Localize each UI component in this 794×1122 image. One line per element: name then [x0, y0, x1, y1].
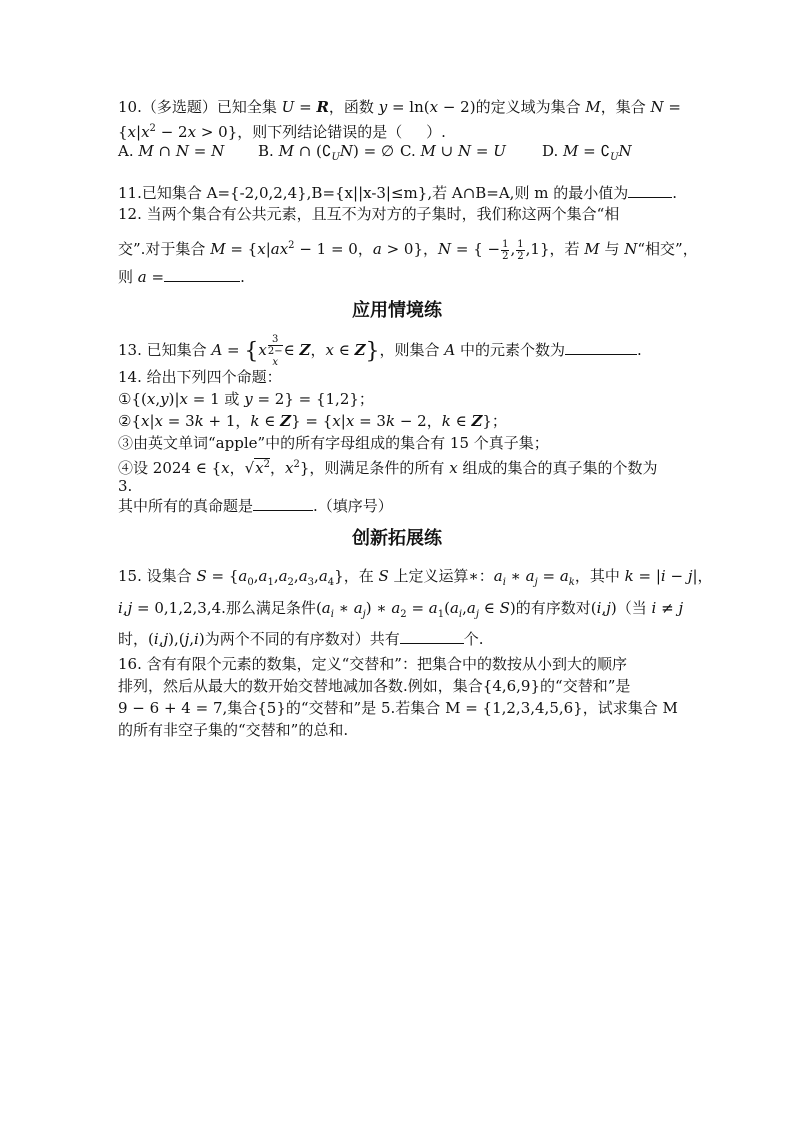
q14-prop4: ④设 2024 ∈ {x，$√x^2$，$x^2$}，则满足条件的所有 x 组成的集合的真子集的个数为 — [118, 459, 658, 477]
q10-options — [118, 140, 678, 169]
q14-prop3: ③由英文单词“apple”中的所有字母组成的集合有 15 个真子集； — [118, 434, 549, 452]
q10-option-c: C. M ∪ N = U — [400, 142, 506, 160]
q14-head: 14. 给出下列四个命题： — [118, 368, 282, 386]
q16-line1: 16. 含有有限个元素的数集，定义“交替和”：把集合中的数按从小到大的顺序 — [118, 655, 627, 673]
q10-option-b: B. M ∩ $(∁_UN)$ = ∅ — [258, 142, 395, 163]
q11-line: 11.已知集合 A={-2,0,2,4},B={x||x-3|≤m},若 A∩B=A,则 m 的最小值为 . — [118, 184, 677, 202]
section-heading-innovation: 创新拓展练 — [352, 528, 442, 548]
q16-line2: 排列，然后从最大的数开始交替地减加各数.例如，集合{4,6,9}的“交替和”是 — [118, 677, 631, 695]
q10-option-d: D. $M = ∁_UN$ — [542, 142, 632, 163]
q14-tail: 其中所有的真命题是 .（填序号） — [118, 497, 393, 515]
q10-line1: 10.（多选题）已知全集 U = R，函数 y = ln(x − 2)的定义域为集合 M，集合 N = — [118, 98, 681, 116]
q10-option-a: A. M ∩ N = N — [118, 142, 225, 160]
q15-line3: 时，(i,j),(j,i)为两个不同的有序数对）共有 个. — [118, 630, 484, 648]
q10-line2: $\{x|x^2 - 2x > 0\}$，则下列结论错误的是（ ）. — [118, 123, 446, 141]
q14-prop4-cont: 3. — [118, 477, 133, 495]
q12-line1: 12. 当两个集合有公共元素，且互不为对方的子集时，我们称这两个集合“相 — [118, 205, 620, 223]
q16-line4: 的所有非空子集的“交替和”的总和. — [118, 721, 349, 739]
answer-blank — [628, 183, 672, 198]
answer-blank — [164, 267, 240, 282]
q15-line1: 15. 设集合 $S = \{a_0,a_1,a_2,a_3,a_4\}$，在 S 上定义运算∗：$a_i$ ∗ $a_j = a_k$，其中 k = |i − j|， — [118, 567, 713, 588]
q14-prop2: ②{x|x = 3k + 1，k ∈ Z} = {x|x = 3k − 2，k ∈ Z}； — [118, 412, 507, 430]
q16-line3: 9 − 6 + 4 = 7,集合{5}的“交替和”是 5.若集合 M = {1,2,3,4,5,6}，试求集合 M — [118, 699, 678, 717]
q15-line2: i,j = 0,1,2,3,4.那么满足条件($a_i$ ∗ $a_j$) ∗ $a_2 = a_1(a_i,a_j$ ∈ S)的有序数对(i,j)（当 i ≠ j — [118, 599, 684, 620]
q13-line: 13. 已知集合 A = {x 3 2− x ∈ Z，x ∈ Z}，则集合 A 中的元素个数为 . — [118, 334, 642, 368]
q14-prop1: ①{(x,y)|x = 1 或 y = 2} = {1,2}； — [118, 390, 374, 408]
answer-blank — [253, 496, 313, 511]
section-heading-application: 应用情境练 — [352, 300, 442, 320]
answer-blank — [400, 629, 464, 644]
answer-blank — [565, 340, 637, 355]
q12-line3: 则 a = . — [118, 268, 245, 286]
q12-line2: 交”.对于集合 $M = \{x|ax^2 - 1 = 0$，a > 0}，N = { − $\frac{1}{2}$ , $\frac{1}{2}$ ,1}，若 M 与 N“相交”， — [118, 238, 698, 262]
